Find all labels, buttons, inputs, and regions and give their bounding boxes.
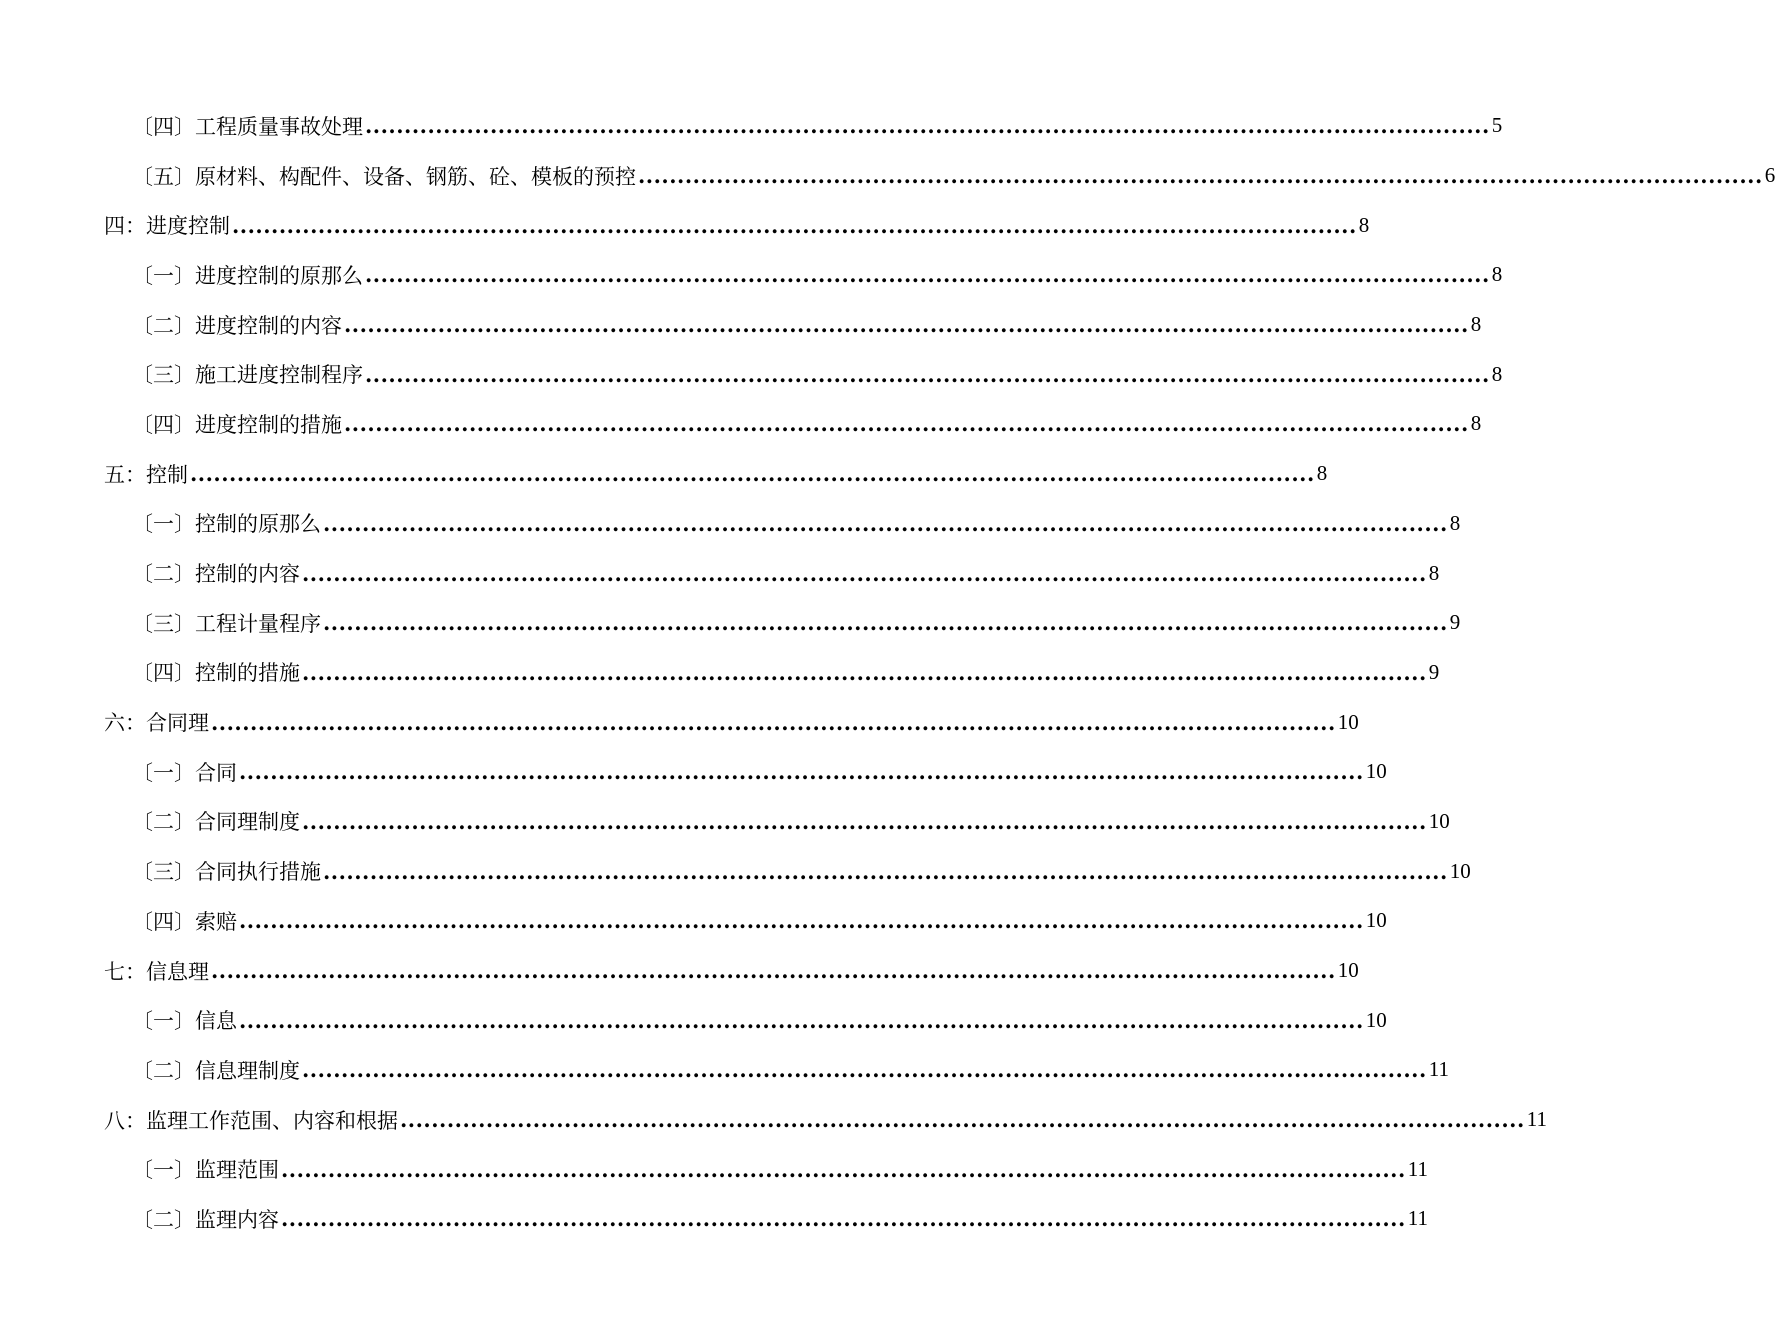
toc-page-number: 11 <box>1428 1057 1450 1082</box>
toc-entry <box>0 151 1775 201</box>
toc-dot-leader: ................................................................................................................................................ <box>365 113 1490 139</box>
toc-entry <box>0 896 1387 946</box>
toc-page-number: 10 <box>1337 709 1359 734</box>
toc-entry-title: 〔四〕工程质量事故处理 <box>132 114 363 139</box>
toc-dot-leader: ................................................................................................................................................ <box>302 659 1427 685</box>
toc-entry-title: 〔五〕原材料、构配件、设备、钢筋、砼、模板的预控 <box>132 164 636 189</box>
toc-entry <box>0 946 1359 996</box>
toc-entry-title: 六：合同理 <box>104 711 209 736</box>
toc-page-number: 10 <box>1365 1007 1387 1032</box>
toc-entry-title: 〔一〕控制的原那么 <box>132 512 321 537</box>
toc-dot-leader: ................................................................................................................................................ <box>239 1007 1364 1033</box>
toc-dot-leader: ................................................................................................................................................ <box>281 1156 1406 1182</box>
toc-entry-title: 〔一〕合同 <box>132 760 237 785</box>
toc-dot-leader: ................................................................................................................................................ <box>344 312 1469 338</box>
toc-entry <box>0 648 1440 698</box>
toc-entry-title: 〔一〕信息 <box>132 1009 237 1034</box>
toc-entry <box>0 499 1461 549</box>
toc-page-number: 8 <box>1491 262 1503 287</box>
toc-entry-title: 〔四〕索赔 <box>132 909 237 934</box>
toc-entry-title: 〔三〕工程计量程序 <box>132 611 321 636</box>
toc-entry-title: 〔二〕合同理制度 <box>132 810 300 835</box>
toc-page-number: 11 <box>1526 1107 1548 1132</box>
toc-entry <box>0 1095 1548 1145</box>
toc-entry-title: 〔一〕监理范围 <box>132 1158 279 1183</box>
toc-page-number: 8 <box>1358 212 1370 237</box>
toc-entry <box>0 349 1503 399</box>
toc-entry <box>0 846 1471 896</box>
toc-page-number: 11 <box>1407 1156 1429 1181</box>
toc-dot-leader: ................................................................................................................................................ <box>323 610 1448 636</box>
toc-entry <box>0 1194 1429 1244</box>
toc-page-number: 10 <box>1365 759 1387 784</box>
toc-entry-title: 〔二〕控制的内容 <box>132 562 300 587</box>
toc-entry <box>0 1045 1450 1095</box>
toc-entry-title: 〔四〕进度控制的措施 <box>132 412 342 437</box>
toc-dot-leader: ................................................................................................................................................ <box>365 262 1490 288</box>
toc-entry-title: 四：进度控制 <box>104 214 230 239</box>
toc-entry <box>0 399 1482 449</box>
toc-page-number: 8 <box>1428 560 1440 585</box>
toc-entry-title: 〔四〕控制的措施 <box>132 661 300 686</box>
toc-dot-leader: ................................................................................................................................................ <box>302 808 1427 834</box>
toc-page-number: 8 <box>1449 510 1461 535</box>
toc-entry <box>0 200 1370 250</box>
toc-entry <box>0 1144 1429 1194</box>
toc-entry <box>0 697 1359 747</box>
toc-entry <box>0 548 1440 598</box>
toc-entry <box>0 300 1482 350</box>
toc-entry <box>0 101 1503 151</box>
toc-entry-title: 〔二〕进度控制的内容 <box>132 313 342 338</box>
toc-entry-title: 〔一〕进度控制的原那么 <box>132 263 363 288</box>
toc-entry <box>0 995 1387 1045</box>
toc-dot-leader: ................................................................................................................................................ <box>239 908 1364 934</box>
toc-dot-leader: ................................................................................................................................................ <box>239 759 1364 785</box>
toc-page-number: 10 <box>1337 958 1359 983</box>
toc-dot-leader: ................................................................................................................................................ <box>302 1057 1427 1083</box>
toc-page-number: 10 <box>1428 808 1450 833</box>
toc-entry <box>0 797 1450 847</box>
toc-dot-leader: ................................................................................................................................................ <box>638 163 1763 189</box>
toc-dot-leader: ................................................................................................................................................ <box>211 709 1336 735</box>
toc-dot-leader: ................................................................................................................................................ <box>190 461 1315 487</box>
toc-dot-leader: ................................................................................................................................................ <box>302 560 1427 586</box>
table-of-contents <box>0 101 1775 1244</box>
toc-dot-leader: ................................................................................................................................................ <box>365 361 1490 387</box>
toc-dot-leader: ................................................................................................................................................ <box>323 858 1448 884</box>
toc-entry <box>0 747 1387 797</box>
toc-page-number: 5 <box>1491 113 1503 138</box>
toc-page-number: 9 <box>1449 610 1461 635</box>
toc-page-number: 8 <box>1470 312 1482 337</box>
toc-page-number: 10 <box>1365 908 1387 933</box>
toc-entry <box>0 449 1328 499</box>
toc-page-number: 11 <box>1407 1206 1429 1231</box>
toc-page-number: 10 <box>1449 858 1471 883</box>
toc-page-number: 6 <box>1764 163 1775 188</box>
toc-page-number: 8 <box>1470 411 1482 436</box>
toc-entry-title: 〔二〕监理内容 <box>132 1207 279 1232</box>
toc-dot-leader: ................................................................................................................................................ <box>323 510 1448 536</box>
toc-dot-leader: ................................................................................................................................................ <box>211 958 1336 984</box>
toc-dot-leader: ................................................................................................................................................ <box>400 1107 1525 1133</box>
toc-page-number: 8 <box>1316 461 1328 486</box>
toc-entry <box>0 250 1503 300</box>
toc-entry <box>0 598 1461 648</box>
toc-entry-title: 五：控制 <box>104 462 188 487</box>
toc-entry-title: 〔二〕信息理制度 <box>132 1058 300 1083</box>
toc-entry-title: 八：监理工作范围、内容和根据 <box>104 1108 398 1133</box>
toc-page-number: 9 <box>1428 659 1440 684</box>
toc-dot-leader: ................................................................................................................................................ <box>232 212 1357 238</box>
toc-page-number: 8 <box>1491 361 1503 386</box>
toc-entry-title: 〔三〕合同执行措施 <box>132 860 321 885</box>
toc-entry-title: 七：信息理 <box>104 959 209 984</box>
toc-entry-title: 〔三〕施工进度控制程序 <box>132 363 363 388</box>
toc-dot-leader: ................................................................................................................................................ <box>344 411 1469 437</box>
toc-dot-leader: ................................................................................................................................................ <box>281 1206 1406 1232</box>
